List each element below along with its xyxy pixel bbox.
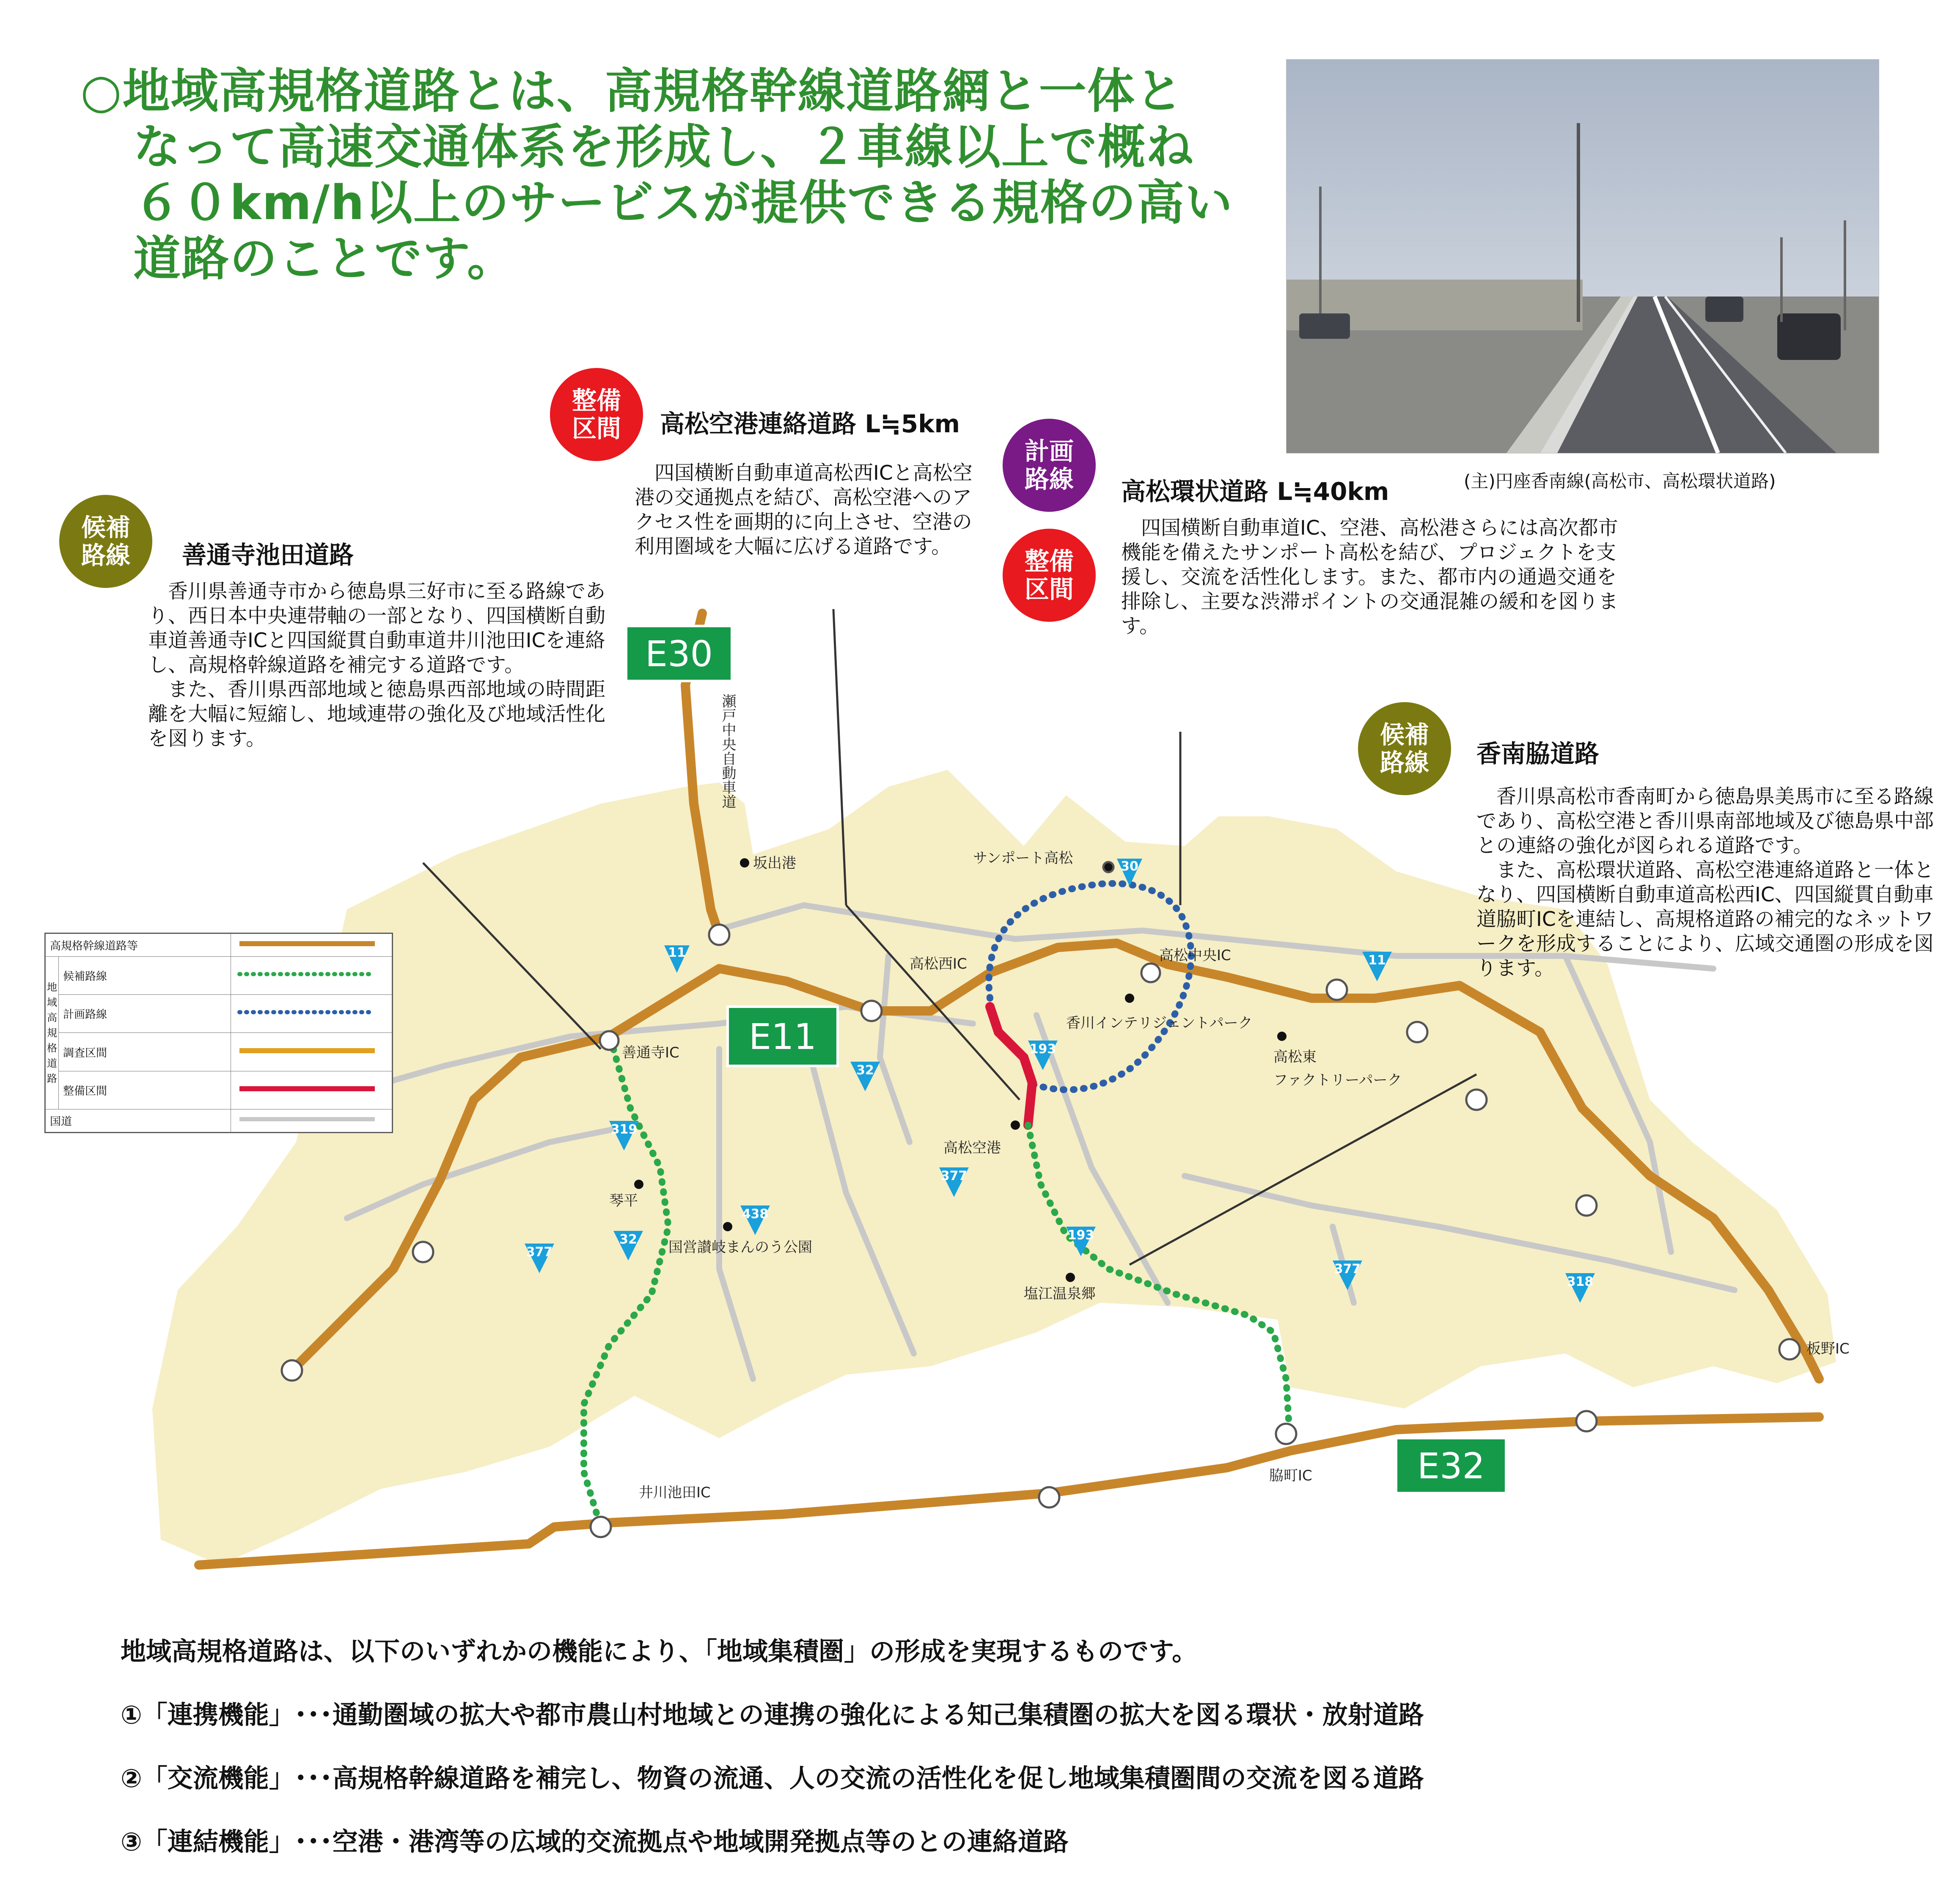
title-airport-road: 高松空港連絡道路 L≒5km <box>660 409 960 438</box>
svg-text:E32: E32 <box>1417 1445 1485 1487</box>
svg-text:32: 32 <box>856 1063 874 1078</box>
desc-airport-road: 四国横断自動車道高松西ICと高松空港の交通拠点を結び、高松空港へのアクセス性を画期的に向上させ、空港の利用圏域を大幅に広げる道路です。 <box>635 461 973 558</box>
svg-text:32: 32 <box>619 1232 637 1247</box>
svg-text:30: 30 <box>1121 859 1138 874</box>
desc-ring-road: 四国横断自動車道IC、空港、高松港さらには高次都市機能を備えたサンポート高松を結び、プロジェクトを支援し、交流を活性化します。また、都市内の通過交通を排除し、主要な渋滞ポイントの交通混雑の緩和を図ります。 <box>1121 516 1618 638</box>
label-sanuki-park: 国営讃岐まんのう公園 <box>668 1239 812 1256</box>
label-wakimachi-ic: 脇町IC <box>1269 1467 1312 1484</box>
label-kotohira: 琴平 <box>609 1192 638 1209</box>
legend-row-0: 高規格幹線道路等 <box>46 934 392 957</box>
label-shionoe: 塩江温泉郷 <box>1024 1285 1096 1302</box>
label-takamatsu-chuo: 高松中央IC <box>1159 947 1231 964</box>
e11-sign <box>728 1007 838 1066</box>
label-seto-chuo: 瀬戸中央自動車道 <box>719 694 736 809</box>
legend-swatch-2 <box>235 1006 379 1019</box>
svg-text:438: 438 <box>742 1207 769 1222</box>
svg-text:193: 193 <box>1029 1042 1056 1057</box>
functions-intro: 地域高規格道路は、以下のいずれかの機能により、「地域集積圏」の形成を実現するものです。 <box>121 1637 1198 1667</box>
legend-row-2: 計画路線 <box>46 995 392 1033</box>
badge-zentsuji-candidate: 候補 路線 <box>59 495 152 588</box>
svg-text:377: 377 <box>526 1245 553 1260</box>
badge-ring-construction: 整備 区間 <box>1003 529 1096 622</box>
legend-swatch-5 <box>235 1113 379 1126</box>
legend-row-5: 国道 <box>46 1109 392 1132</box>
e30-sign <box>626 626 732 681</box>
svg-text:11: 11 <box>1368 953 1386 968</box>
legend-row-1: 地域高規格道路 候補路線 <box>46 957 392 995</box>
svg-text:11: 11 <box>668 945 686 960</box>
map-legend <box>44 933 393 1133</box>
title-ring-road: 高松環状道路 L≒40km <box>1121 477 1389 506</box>
function-item-3: ③「連結機能」･･･空港・港湾等の広域的交流拠点や地域開発拠点等のとの連絡道路 <box>121 1827 1069 1857</box>
label-zentsuji-ic: 善通寺IC <box>622 1044 679 1061</box>
svg-text:193: 193 <box>1067 1228 1094 1243</box>
svg-text:377: 377 <box>1334 1262 1361 1277</box>
svg-text:E30: E30 <box>645 633 713 675</box>
svg-text:318: 318 <box>1567 1274 1594 1289</box>
headline-line-2: なって高速交通体系を形成し、２車線以上で概ね <box>133 120 1194 175</box>
label-itano-ic: 板野IC <box>1806 1340 1850 1357</box>
headline-line-1: ○地域高規格道路とは、高規格幹線道路網と一体と <box>80 64 1184 119</box>
headline-line-4: 道路のことです。 <box>133 231 516 286</box>
legend-swatch-4 <box>235 1082 379 1095</box>
svg-text:319: 319 <box>610 1122 638 1137</box>
legend-group-label: 地域高規格道路 <box>46 957 59 1109</box>
desc-konan-road: 香川県高松市香南町から徳島県美馬市に至る路線であり、高松空港と香川県南部地域及び徳島県中部との連絡の強化が図られる道路です。 また、高松環状道路、高松空港連絡道路と一体となり、四国横断自動車道高松西IC、四国縦貫自動車道脇町ICを連結し、高規格道路の補完的なネットワークを形成することにより、広域交通圏の形成を図ります。 <box>1476 785 1934 980</box>
svg-text:377: 377 <box>940 1169 968 1183</box>
label-intelligent-park: 香川インテリジェントパーク <box>1066 1015 1253 1032</box>
legend-swatch-3 <box>235 1044 379 1057</box>
label-higashi-2: ファクトリーパーク <box>1273 1072 1402 1089</box>
legend-swatch-1 <box>235 968 379 980</box>
label-takamatsu-nishi: 高松西IC <box>910 955 967 972</box>
legend-table <box>45 934 392 1132</box>
label-sakaide: 坂出港 <box>753 855 796 872</box>
e32-sign <box>1396 1438 1506 1493</box>
label-sunport: サンポート高松 <box>973 850 1073 867</box>
headline-line-3: ６０km/h以上のサービスが提供できる規格の高い <box>133 176 1233 231</box>
title-zentsuji-road: 善通寺池田道路 <box>182 541 354 569</box>
legend-row-3: 調査区間 <box>46 1033 392 1071</box>
badge-konan-candidate: 候補 路線 <box>1358 702 1451 795</box>
legend-swatch-0 <box>235 937 379 950</box>
title-konan-road: 香南脇道路 <box>1476 739 1600 768</box>
svg-text:E11: E11 <box>749 1016 816 1057</box>
desc-zentsuji-road: 香川県善通寺市から徳島県三好市に至る路線であり、西日本中央連帯軸の一部となり、四国横断自動車道善通寺ICと四国縦貫自動車道井川池田ICを連絡し、高規格幹線道路を補完する道路です。 また、香川県西部地域と徳島県西部地域の時間距離を大幅に短縮し、地域連帯の強化及び地域活性化を図ります。 <box>148 580 605 750</box>
function-item-2: ②「交流機能」･･･高規格幹線道路を補完し、物資の流通、人の交流の活性化を促し地域集積圏間の交流を図る道路 <box>121 1764 1424 1793</box>
legend-row-4: 整備区間 <box>46 1071 392 1109</box>
function-item-1: ①「連携機能」･･･通勤圏域の拡大や都市農山村地域との連携の強化による知己集積圏の拡大を図る環状・放射道路 <box>121 1700 1424 1730</box>
photo-caption: (主)円座香南線(高松市、高松環状道路) <box>1464 471 1776 491</box>
label-higashi-1: 高松東 <box>1273 1049 1317 1065</box>
badge-ring-planned: 計画 路線 <box>1003 419 1096 512</box>
label-airport: 高松空港 <box>943 1139 1001 1156</box>
label-ikawa-ikeda-ic: 井川池田IC <box>639 1484 711 1501</box>
functions-explanation <box>121 1620 1424 1874</box>
badge-airport-construction: 整備 区間 <box>550 368 643 461</box>
